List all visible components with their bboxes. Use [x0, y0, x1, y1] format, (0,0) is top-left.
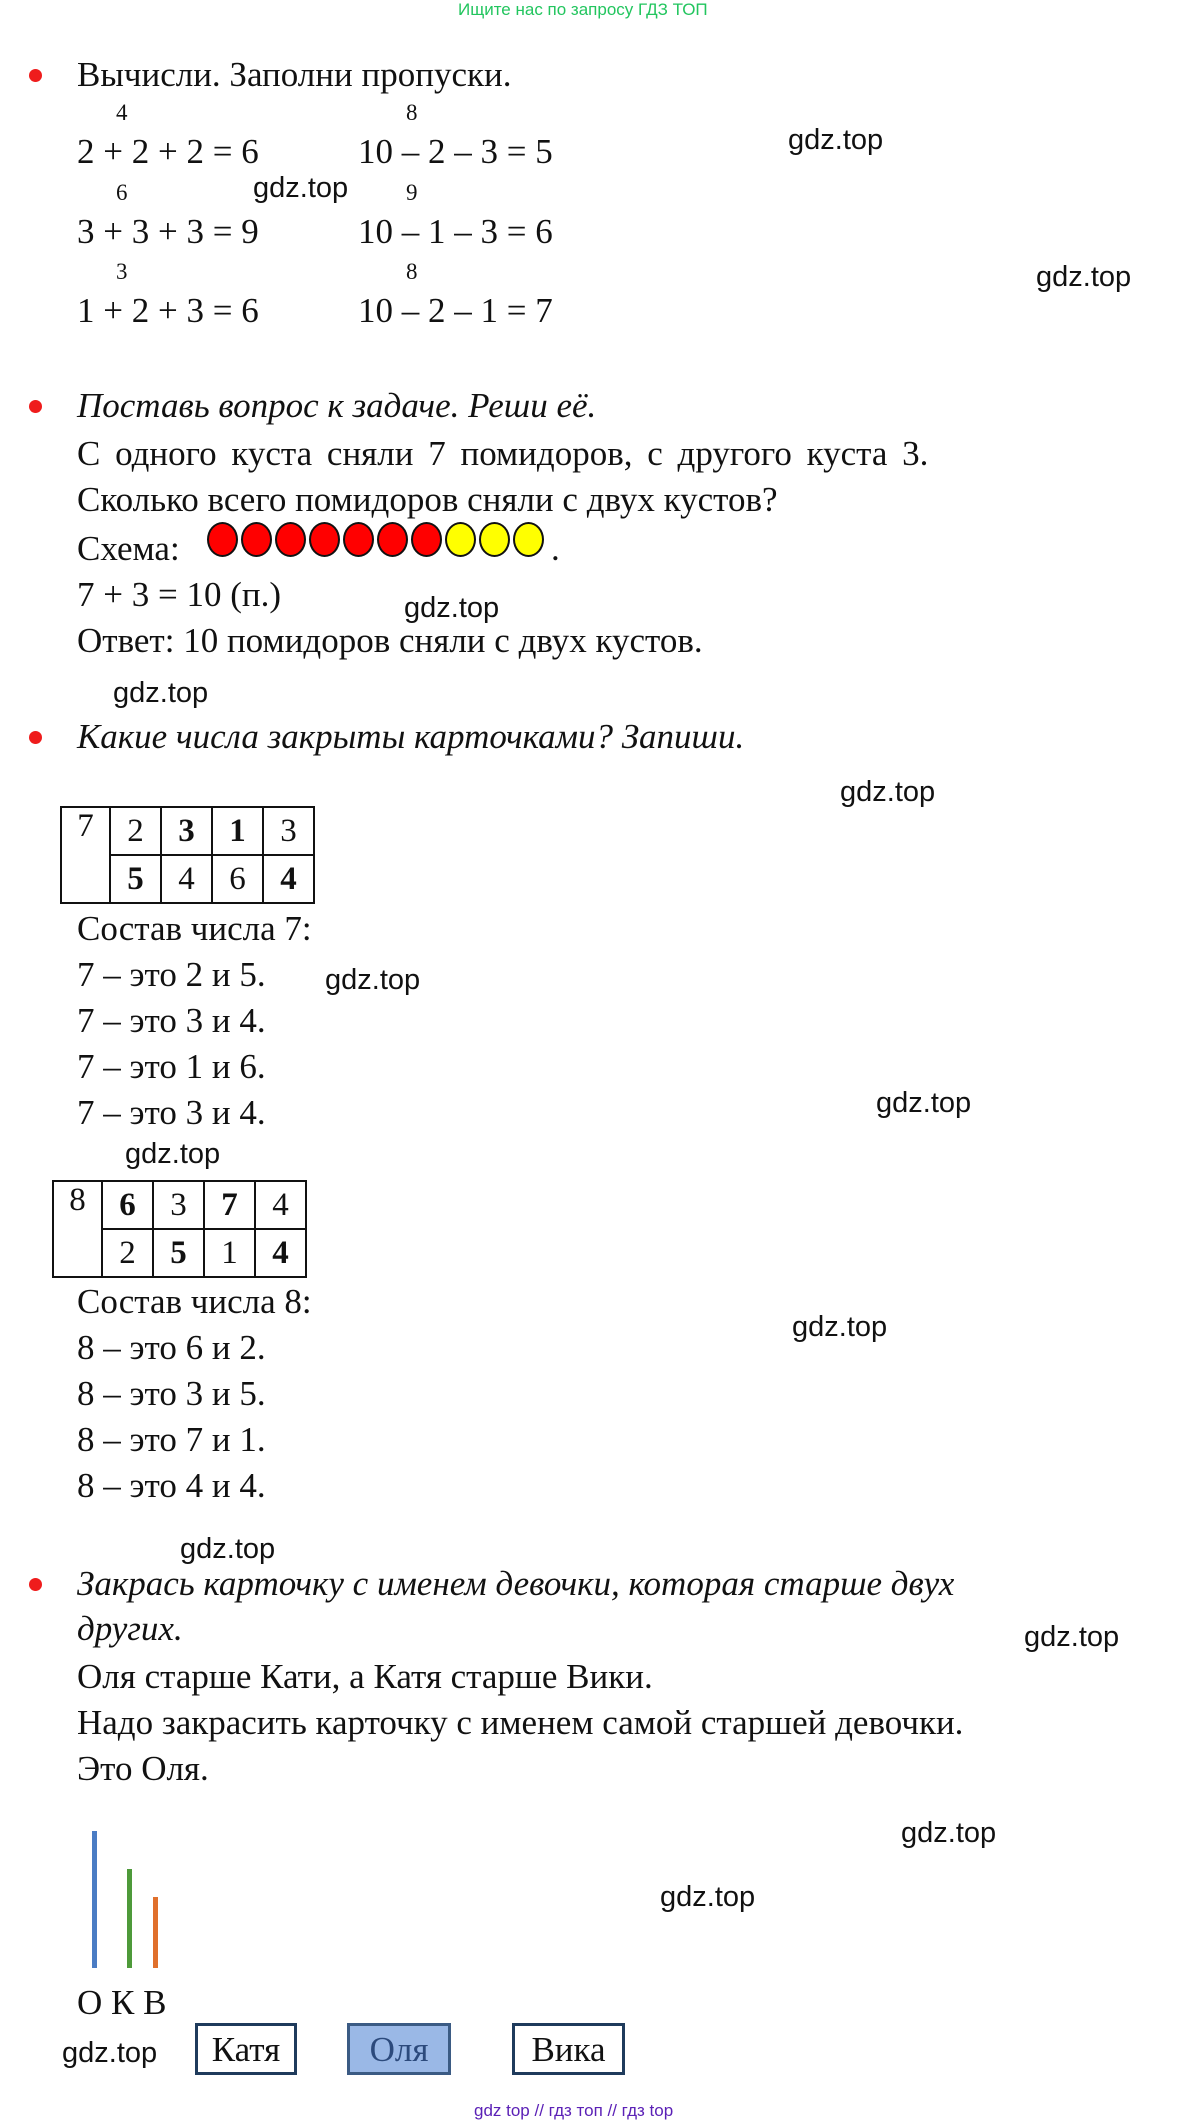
number-8-table: [52, 1180, 307, 1278]
task-1-row-2-right: 10 – 1 – 3 = 6: [358, 212, 553, 251]
watermark: gdz.top: [901, 1817, 997, 1849]
name-card-katya[interactable]: Катя: [195, 2023, 297, 2075]
composition-7-line: 7 – это 1 и 6.: [77, 1047, 266, 1086]
task-1-row-3-right: 10 – 2 – 1 = 7: [358, 291, 553, 330]
composed-number: 8: [53, 1181, 102, 1277]
cell: 1: [212, 807, 263, 855]
cell: 3: [153, 1181, 204, 1229]
task-1-row-1-left: 2 + 2 + 2 = 6: [77, 132, 259, 171]
task-4-line-2: Надо закрасить карточку с именем самой старшей девочки.: [77, 1703, 964, 1742]
cell: 3: [263, 807, 314, 855]
cell: 3: [161, 807, 212, 855]
tomato-red: [309, 522, 340, 557]
composition-8-line: 8 – это 3 и 5.: [77, 1374, 266, 1413]
task-1-title: Вычисли. Заполни пропуски.: [77, 55, 512, 94]
watermark: gdz.top: [253, 172, 349, 204]
task-2-title: Поставь вопрос к задаче. Реши её.: [77, 386, 597, 425]
composition-7-line: 7 – это 3 и 4.: [77, 1093, 266, 1132]
cell: 7: [204, 1181, 255, 1229]
watermark: gdz.top: [1024, 1621, 1120, 1653]
tomato-yellow: [479, 522, 510, 557]
heading-composition-8: Состав числа 8:: [77, 1282, 312, 1321]
task-1-row-2-right-sup: 9: [406, 180, 418, 205]
bullet-task-2: [29, 400, 42, 413]
watermark: gdz.top: [62, 2037, 158, 2069]
top-search-note: Ищите нас по запросу ГДЗ ТОП: [458, 0, 708, 19]
footer-watermark: gdz top // гдз топ // гдз top: [474, 2101, 674, 2120]
tomato-yellow: [513, 522, 544, 557]
bullet-task-3: [29, 731, 42, 744]
cell: 4: [263, 855, 314, 903]
cell: 1: [204, 1229, 255, 1277]
task-2-line-1: С одного куста сняли 7 помидоров, с другого куста 3.: [77, 434, 929, 473]
tomato-red: [241, 522, 272, 557]
name-card-olya[interactable]: Оля: [347, 2023, 451, 2075]
watermark: gdz.top: [113, 677, 209, 709]
task-4-title-line-1: Закрась карточку с именем девочки, которая старше двух: [77, 1564, 955, 1603]
task-4-line-1: Оля старше Кати, а Катя старше Вики.: [77, 1657, 653, 1696]
tomato-red: [207, 522, 238, 557]
task-1-row-3-left-sup: 3: [116, 259, 128, 284]
task-3-title: Какие числа закрыты карточками? Запиши.: [77, 717, 745, 756]
composition-7-line: 7 – это 2 и 5.: [77, 955, 266, 994]
scheme-label: Схема:: [77, 529, 180, 568]
watermark: gdz.top: [404, 592, 500, 624]
cell: 6: [212, 855, 263, 903]
tomato-red: [275, 522, 306, 557]
watermark: gdz.top: [1036, 261, 1132, 293]
bar-vika: [153, 1897, 158, 1968]
cell: 5: [110, 855, 161, 903]
task-1-row-3-left: 1 + 2 + 3 = 6: [77, 291, 259, 330]
bar-letters: О К В: [77, 1983, 167, 2022]
name-card-vika[interactable]: Вика: [512, 2023, 625, 2075]
composition-8-line: 8 – это 4 и 4.: [77, 1466, 266, 1505]
task-1-row-1-left-sup: 4: [116, 100, 128, 125]
cell: 2: [110, 807, 161, 855]
tomato-yellow: [445, 522, 476, 557]
task-4-line-3: Это Оля.: [77, 1749, 209, 1788]
composed-number: 7: [61, 807, 110, 903]
heading-composition-7: Состав числа 7:: [77, 909, 312, 948]
bullet-task-1: [29, 69, 42, 82]
task-2-solution: 7 + 3 = 10 (п.): [77, 575, 282, 614]
watermark: gdz.top: [125, 1138, 221, 1170]
watermark: gdz.top: [325, 964, 421, 996]
watermark: gdz.top: [180, 1533, 276, 1565]
bar-olya: [92, 1831, 97, 1968]
watermark: gdz.top: [788, 124, 884, 156]
task-4-title-line-2: других.: [77, 1609, 183, 1648]
number-7-table: [60, 806, 315, 904]
watermark: gdz.top: [792, 1311, 888, 1343]
composition-7-line: 7 – это 3 и 4.: [77, 1001, 266, 1040]
bullet-task-4: [29, 1578, 42, 1591]
composition-8-line: 8 – это 7 и 1.: [77, 1420, 266, 1459]
task-1-row-2-left-sup: 6: [116, 180, 128, 205]
watermark: gdz.top: [876, 1087, 972, 1119]
tomato-red: [411, 522, 442, 557]
task-1-row-1-right-sup: 8: [406, 100, 418, 125]
tomato-red: [377, 522, 408, 557]
tomato-red: [343, 522, 374, 557]
cell: 4: [255, 1229, 306, 1277]
task-2-line-2: Сколько всего помидоров сняли с двух кустов?: [77, 480, 778, 519]
watermark: gdz.top: [660, 1881, 756, 1913]
scheme-end: .: [551, 529, 560, 568]
cell: 5: [153, 1229, 204, 1277]
watermark: gdz.top: [840, 776, 936, 808]
task-1-row-1-right: 10 – 2 – 3 = 5: [358, 132, 553, 171]
composition-8-line: 8 – это 6 и 2.: [77, 1328, 266, 1367]
task-2-answer: Ответ: 10 помидоров сняли с двух кустов.: [77, 621, 703, 660]
cell: 2: [102, 1229, 153, 1277]
cell: 6: [102, 1181, 153, 1229]
task-1-row-2-left: 3 + 3 + 3 = 9: [77, 212, 259, 251]
bar-katya: [127, 1869, 132, 1968]
task-1-row-3-right-sup: 8: [406, 259, 418, 284]
cell: 4: [255, 1181, 306, 1229]
cell: 4: [161, 855, 212, 903]
